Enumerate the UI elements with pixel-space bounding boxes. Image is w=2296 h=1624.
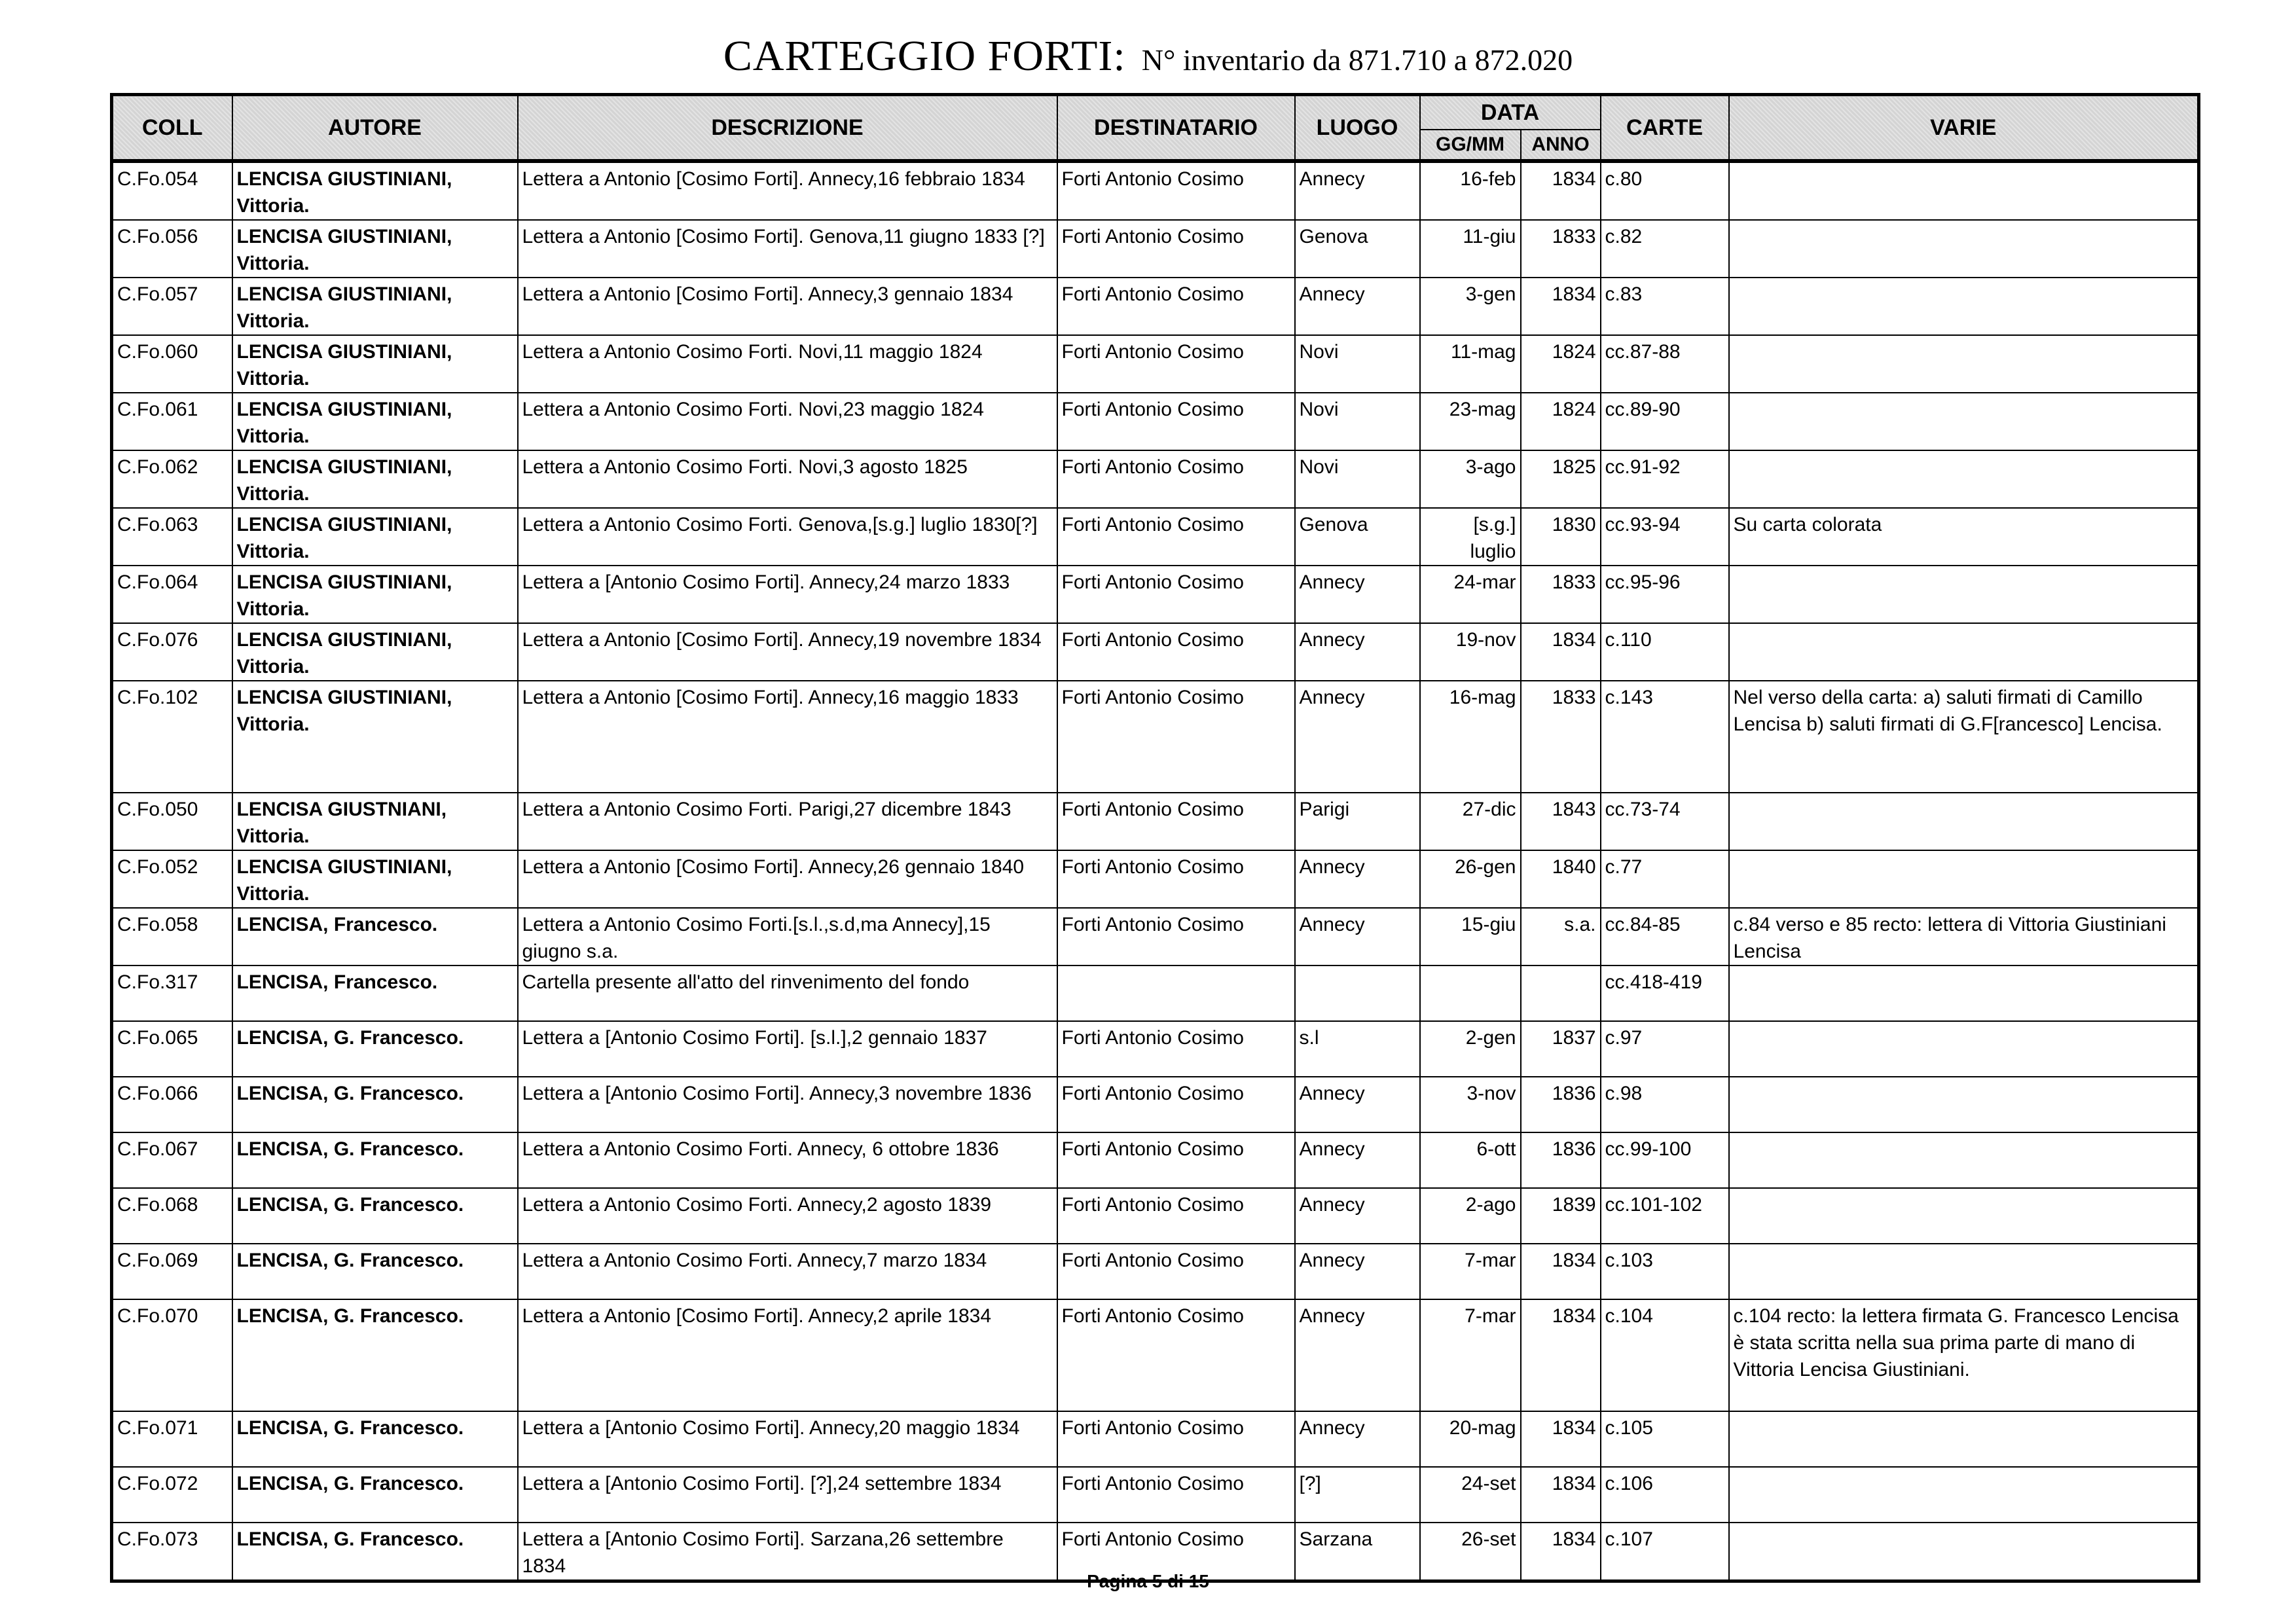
page-footer: Pagina 5 di 15 — [1087, 1571, 1209, 1591]
cell-luogo: Annecy — [1295, 278, 1420, 335]
header-autore[interactable]: AUTORE — [232, 95, 518, 162]
cell-anno: 1834 — [1521, 1411, 1601, 1467]
cell-carte: c.107 — [1601, 1523, 1729, 1581]
cell-luogo: Annecy — [1295, 1244, 1420, 1299]
cell-ggmm: 11-mag — [1420, 335, 1521, 393]
cell-autore: LENCISA, G. Francesco. — [232, 1411, 518, 1467]
cell-luogo: s.l — [1295, 1021, 1420, 1077]
cell-ggmm: 6-ott — [1420, 1132, 1521, 1188]
cell-descrizione: Lettera a [Antonio Cosimo Forti]. [s.l.],2 gennaio 1837 — [518, 1021, 1057, 1077]
header-carte[interactable]: CARTE — [1601, 95, 1729, 162]
cell-luogo: Annecy — [1295, 681, 1420, 793]
cell-varie — [1729, 965, 2199, 1021]
table-row — [112, 161, 2199, 220]
cell-varie — [1729, 1244, 2199, 1299]
cell-destinatario: Forti Antonio Cosimo — [1057, 566, 1295, 623]
cell-descrizione: Lettera a Antonio Cosimo Forti. Novi,23 maggio 1824 — [518, 393, 1057, 450]
cell-autore: LENCISA, G. Francesco. — [232, 1244, 518, 1299]
cell-destinatario: Forti Antonio Cosimo — [1057, 278, 1295, 335]
cell-coll: C.Fo.052 — [112, 850, 232, 908]
cell-anno: 1830 — [1521, 508, 1601, 566]
table-row — [112, 1244, 2199, 1299]
cell-ggmm: 19-nov — [1420, 623, 1521, 681]
cell-destinatario: Forti Antonio Cosimo — [1057, 1021, 1295, 1077]
cell-coll: C.Fo.061 — [112, 393, 232, 450]
cell-anno: 1833 — [1521, 220, 1601, 278]
cell-anno: 1833 — [1521, 681, 1601, 793]
cell-carte: cc.87-88 — [1601, 335, 1729, 393]
cell-destinatario: Forti Antonio Cosimo — [1057, 450, 1295, 508]
cell-ggmm: 7-mar — [1420, 1299, 1521, 1411]
cell-coll: C.Fo.062 — [112, 450, 232, 508]
cell-carte: c.97 — [1601, 1021, 1729, 1077]
cell-destinatario: Forti Antonio Cosimo — [1057, 1467, 1295, 1523]
cell-luogo: Annecy — [1295, 1299, 1420, 1411]
cell-coll: C.Fo.069 — [112, 1244, 232, 1299]
cell-ggmm: 15-giu — [1420, 908, 1521, 965]
header-descrizione[interactable]: DESCRIZIONE — [518, 95, 1057, 162]
cell-destinatario: Forti Antonio Cosimo — [1057, 393, 1295, 450]
table-row — [112, 508, 2199, 566]
cell-luogo: Novi — [1295, 393, 1420, 450]
cell-coll: C.Fo.067 — [112, 1132, 232, 1188]
cell-ggmm: 16-mag — [1420, 681, 1521, 793]
cell-autore: LENCISA, G. Francesco. — [232, 1188, 518, 1244]
cell-varie — [1729, 850, 2199, 908]
cell-descrizione: Lettera a Antonio Cosimo Forti. Annecy,7 marzo 1834 — [518, 1244, 1057, 1299]
table-row — [112, 450, 2199, 508]
cell-carte: c.110 — [1601, 623, 1729, 681]
cell-varie: Su carta colorata — [1729, 508, 2199, 566]
cell-autore: LENCISA, G. Francesco. — [232, 1299, 518, 1411]
cell-luogo: Sarzana — [1295, 1523, 1420, 1581]
header-varie[interactable]: VARIE — [1729, 95, 2199, 162]
table-row — [112, 965, 2199, 1021]
page-title — [0, 31, 2296, 81]
cell-anno: 1834 — [1521, 1244, 1601, 1299]
table-row — [112, 908, 2199, 965]
cell-luogo: Annecy — [1295, 850, 1420, 908]
cell-ggmm: 24-set — [1420, 1467, 1521, 1523]
cell-descrizione: Lettera a Antonio Cosimo Forti. Novi,11 maggio 1824 — [518, 335, 1057, 393]
cell-coll: C.Fo.056 — [112, 220, 232, 278]
cell-anno: 1840 — [1521, 850, 1601, 908]
cell-ggmm: 20-mag — [1420, 1411, 1521, 1467]
cell-coll: C.Fo.063 — [112, 508, 232, 566]
cell-ggmm: 16-feb — [1420, 161, 1521, 220]
cell-destinatario: Forti Antonio Cosimo — [1057, 220, 1295, 278]
cell-varie — [1729, 1021, 2199, 1077]
cell-anno: 1824 — [1521, 393, 1601, 450]
cell-varie — [1729, 450, 2199, 508]
cell-ggmm: 27-dic — [1420, 793, 1521, 850]
cell-coll: C.Fo.057 — [112, 278, 232, 335]
cell-autore: LENCISA GIUSTINIANI, Vittoria. — [232, 278, 518, 335]
cell-luogo: Annecy — [1295, 1077, 1420, 1132]
table-row — [112, 566, 2199, 623]
cell-carte: cc.84-85 — [1601, 908, 1729, 965]
cell-ggmm: 26-set — [1420, 1523, 1521, 1581]
cell-anno: 1839 — [1521, 1188, 1601, 1244]
cell-destinatario: Forti Antonio Cosimo — [1057, 1411, 1295, 1467]
cell-autore: LENCISA GIUSTINIANI, Vittoria. — [232, 508, 518, 566]
cell-carte: c.143 — [1601, 681, 1729, 793]
cell-luogo: Annecy — [1295, 908, 1420, 965]
cell-descrizione: Lettera a Antonio [Cosimo Forti]. Annecy,19 novembre 1834 — [518, 623, 1057, 681]
table-row — [112, 1467, 2199, 1523]
table-row — [112, 793, 2199, 850]
cell-carte: cc.91-92 — [1601, 450, 1729, 508]
table-row — [112, 850, 2199, 908]
header-luogo[interactable]: LUOGO — [1295, 95, 1420, 162]
cell-coll: C.Fo.071 — [112, 1411, 232, 1467]
cell-luogo: Annecy — [1295, 566, 1420, 623]
table-row — [112, 681, 2199, 793]
cell-luogo: Genova — [1295, 508, 1420, 566]
cell-coll: C.Fo.076 — [112, 623, 232, 681]
header-ggmm[interactable]: GG/MM — [1420, 130, 1521, 161]
cell-ggmm: 3-gen — [1420, 278, 1521, 335]
cell-descrizione: Lettera a Antonio [Cosimo Forti]. Annecy,2 aprile 1834 — [518, 1299, 1057, 1411]
header-anno[interactable]: ANNO — [1521, 130, 1601, 161]
cell-descrizione: Lettera a Antonio [Cosimo Forti]. Genova,11 giugno 1833 [?] — [518, 220, 1057, 278]
cell-carte: c.82 — [1601, 220, 1729, 278]
cell-coll: C.Fo.072 — [112, 1467, 232, 1523]
cell-luogo: Parigi — [1295, 793, 1420, 850]
cell-anno: 1834 — [1521, 1523, 1601, 1581]
cell-anno: 1837 — [1521, 1021, 1601, 1077]
cell-destinatario: Forti Antonio Cosimo — [1057, 793, 1295, 850]
cell-autore: LENCISA GIUSTINIANI, Vittoria. — [232, 161, 518, 220]
table-body — [112, 161, 2199, 1581]
cell-anno: 1836 — [1521, 1077, 1601, 1132]
cell-anno: 1834 — [1521, 278, 1601, 335]
cell-destinatario: Forti Antonio Cosimo — [1057, 850, 1295, 908]
cell-autore: LENCISA, G. Francesco. — [232, 1077, 518, 1132]
cell-ggmm: 3-nov — [1420, 1077, 1521, 1132]
cell-luogo: Novi — [1295, 335, 1420, 393]
cell-descrizione: Lettera a [Antonio Cosimo Forti]. Annecy,3 novembre 1836 — [518, 1077, 1057, 1132]
table-row — [112, 1021, 2199, 1077]
cell-descrizione: Lettera a Antonio [Cosimo Forti]. Annecy,16 febbraio 1834 — [518, 161, 1057, 220]
cell-ggmm: 11-giu — [1420, 220, 1521, 278]
cell-luogo: Annecy — [1295, 623, 1420, 681]
cell-anno: 1833 — [1521, 566, 1601, 623]
cell-autore: LENCISA GIUSTNIANI, Vittoria. — [232, 793, 518, 850]
cell-autore: LENCISA, G. Francesco. — [232, 1132, 518, 1188]
cell-luogo: Annecy — [1295, 1188, 1420, 1244]
register-table — [110, 93, 2200, 1583]
cell-carte: c.104 — [1601, 1299, 1729, 1411]
cell-destinatario — [1057, 965, 1295, 1021]
cell-varie: Nel verso della carta: a) saluti firmati di Camillo Lencisa b) saluti firmati di G.F[rancesco] Lencisa. — [1729, 681, 2199, 793]
cell-coll: C.Fo.317 — [112, 965, 232, 1021]
cell-anno: 1834 — [1521, 1467, 1601, 1523]
cell-carte: c.83 — [1601, 278, 1729, 335]
cell-carte: cc.95-96 — [1601, 566, 1729, 623]
cell-destinatario: Forti Antonio Cosimo — [1057, 335, 1295, 393]
cell-carte: cc.418-419 — [1601, 965, 1729, 1021]
table-row — [112, 1132, 2199, 1188]
cell-varie — [1729, 1077, 2199, 1132]
title-main: CARTEGGIO FORTI: — [723, 32, 1126, 80]
cell-anno: 1843 — [1521, 793, 1601, 850]
cell-descrizione: Lettera a Antonio Cosimo Forti. Genova,[s.g.] luglio 1830[?] — [518, 508, 1057, 566]
cell-descrizione: Lettera a [Antonio Cosimo Forti]. [?],24 settembre 1834 — [518, 1467, 1057, 1523]
cell-descrizione: Cartella presente all'atto del rinvenimento del fondo — [518, 965, 1057, 1021]
cell-descrizione: Lettera a [Antonio Cosimo Forti]. Sarzana,26 settembre 1834 — [518, 1523, 1057, 1581]
cell-luogo: Annecy — [1295, 161, 1420, 220]
table-row — [112, 278, 2199, 335]
cell-descrizione: Lettera a [Antonio Cosimo Forti]. Annecy,20 maggio 1834 — [518, 1411, 1057, 1467]
cell-ggmm: 24-mar — [1420, 566, 1521, 623]
cell-descrizione: Lettera a Antonio Cosimo Forti. Parigi,27 dicembre 1843 — [518, 793, 1057, 850]
cell-destinatario: Forti Antonio Cosimo — [1057, 1299, 1295, 1411]
table-row — [112, 220, 2199, 278]
cell-descrizione: Lettera a Antonio Cosimo Forti.[s.l.,s.d,ma Annecy],15 giugno s.a. — [518, 908, 1057, 965]
cell-coll: C.Fo.054 — [112, 161, 232, 220]
cell-varie — [1729, 220, 2199, 278]
cell-anno: 1824 — [1521, 335, 1601, 393]
cell-anno: 1834 — [1521, 161, 1601, 220]
cell-destinatario: Forti Antonio Cosimo — [1057, 1523, 1295, 1581]
header-destinatario[interactable]: DESTINATARIO — [1057, 95, 1295, 162]
cell-destinatario: Forti Antonio Cosimo — [1057, 161, 1295, 220]
cell-carte: cc.101-102 — [1601, 1188, 1729, 1244]
cell-autore: LENCISA, Francesco. — [232, 908, 518, 965]
cell-anno: 1825 — [1521, 450, 1601, 508]
cell-varie — [1729, 335, 2199, 393]
cell-anno: 1834 — [1521, 1299, 1601, 1411]
header-data[interactable]: DATA — [1420, 95, 1601, 130]
cell-coll: C.Fo.065 — [112, 1021, 232, 1077]
cell-destinatario: Forti Antonio Cosimo — [1057, 681, 1295, 793]
cell-varie — [1729, 1188, 2199, 1244]
cell-coll: C.Fo.058 — [112, 908, 232, 965]
cell-destinatario: Forti Antonio Cosimo — [1057, 623, 1295, 681]
cell-ggmm: 7-mar — [1420, 1244, 1521, 1299]
cell-luogo: Genova — [1295, 220, 1420, 278]
cell-destinatario: Forti Antonio Cosimo — [1057, 1188, 1295, 1244]
cell-carte: cc.89-90 — [1601, 393, 1729, 450]
cell-destinatario: Forti Antonio Cosimo — [1057, 1132, 1295, 1188]
cell-carte: c.80 — [1601, 161, 1729, 220]
cell-destinatario: Forti Antonio Cosimo — [1057, 508, 1295, 566]
cell-autore: LENCISA GIUSTINIANI, Vittoria. — [232, 681, 518, 793]
cell-varie — [1729, 1467, 2199, 1523]
cell-carte: c.105 — [1601, 1411, 1729, 1467]
table-row — [112, 335, 2199, 393]
cell-luogo: Annecy — [1295, 1411, 1420, 1467]
cell-carte: c.77 — [1601, 850, 1729, 908]
cell-autore: LENCISA, G. Francesco. — [232, 1021, 518, 1077]
table-row — [112, 1077, 2199, 1132]
cell-destinatario: Forti Antonio Cosimo — [1057, 1244, 1295, 1299]
cell-carte: cc.73-74 — [1601, 793, 1729, 850]
cell-coll: C.Fo.070 — [112, 1299, 232, 1411]
cell-descrizione: Lettera a Antonio [Cosimo Forti]. Annecy,26 gennaio 1840 — [518, 850, 1057, 908]
cell-coll: C.Fo.066 — [112, 1077, 232, 1132]
table-row — [112, 623, 2199, 681]
cell-carte: c.103 — [1601, 1244, 1729, 1299]
cell-varie — [1729, 1411, 2199, 1467]
cell-coll: C.Fo.064 — [112, 566, 232, 623]
cell-varie — [1729, 566, 2199, 623]
cell-luogo: [?] — [1295, 1467, 1420, 1523]
cell-coll: C.Fo.073 — [112, 1523, 232, 1581]
cell-coll: C.Fo.060 — [112, 335, 232, 393]
cell-autore: LENCISA, G. Francesco. — [232, 1523, 518, 1581]
cell-ggmm: 23-mag — [1420, 393, 1521, 450]
cell-ggmm: 2-ago — [1420, 1188, 1521, 1244]
cell-varie — [1729, 1132, 2199, 1188]
cell-ggmm: 3-ago — [1420, 450, 1521, 508]
cell-ggmm: 2-gen — [1420, 1021, 1521, 1077]
cell-autore: LENCISA GIUSTINIANI, Vittoria. — [232, 393, 518, 450]
title-subtitle: N° inventario da 871.710 a 872.020 — [1141, 43, 1573, 77]
cell-carte: cc.93-94 — [1601, 508, 1729, 566]
cell-descrizione: Lettera a Antonio [Cosimo Forti]. Annecy,3 gennaio 1834 — [518, 278, 1057, 335]
cell-carte: c.98 — [1601, 1077, 1729, 1132]
table-row — [112, 1411, 2199, 1467]
cell-varie: c.104 recto: la lettera firmata G. Francesco Lencisa è stata scritta nella sua prima parte di mano di Vittoria Lencisa Giustiniani. — [1729, 1299, 2199, 1411]
cell-anno: s.a. — [1521, 908, 1601, 965]
cell-destinatario: Forti Antonio Cosimo — [1057, 1077, 1295, 1132]
cell-descrizione: Lettera a Antonio Cosimo Forti. Annecy, 6 ottobre 1836 — [518, 1132, 1057, 1188]
cell-descrizione: Lettera a Antonio [Cosimo Forti]. Annecy,16 maggio 1833 — [518, 681, 1057, 793]
cell-anno — [1521, 965, 1601, 1021]
cell-coll: C.Fo.102 — [112, 681, 232, 793]
cell-varie — [1729, 393, 2199, 450]
table-row — [112, 1299, 2199, 1411]
cell-autore: LENCISA GIUSTINIANI, Vittoria. — [232, 335, 518, 393]
cell-autore: LENCISA GIUSTINIANI, Vittoria. — [232, 220, 518, 278]
cell-varie — [1729, 278, 2199, 335]
cell-autore: LENCISA GIUSTINIANI, Vittoria. — [232, 623, 518, 681]
cell-autore: LENCISA GIUSTINIANI, Vittoria. — [232, 450, 518, 508]
cell-ggmm: [s.g.] luglio — [1420, 508, 1521, 566]
cell-carte: c.106 — [1601, 1467, 1729, 1523]
cell-anno: 1834 — [1521, 623, 1601, 681]
cell-ggmm — [1420, 965, 1521, 1021]
cell-luogo: Annecy — [1295, 1132, 1420, 1188]
cell-autore: LENCISA GIUSTINIANI, Vittoria. — [232, 850, 518, 908]
cell-luogo: Novi — [1295, 450, 1420, 508]
cell-descrizione: Lettera a Antonio Cosimo Forti. Novi,3 agosto 1825 — [518, 450, 1057, 508]
cell-varie: c.84 verso e 85 recto: lettera di Vittoria Giustiniani Lencisa — [1729, 908, 2199, 965]
cell-carte: cc.99-100 — [1601, 1132, 1729, 1188]
cell-autore: LENCISA GIUSTINIANI, Vittoria. — [232, 566, 518, 623]
cell-coll: C.Fo.068 — [112, 1188, 232, 1244]
cell-ggmm: 26-gen — [1420, 850, 1521, 908]
cell-descrizione: Lettera a [Antonio Cosimo Forti]. Annecy,24 marzo 1833 — [518, 566, 1057, 623]
cell-autore: LENCISA, Francesco. — [232, 965, 518, 1021]
cell-destinatario: Forti Antonio Cosimo — [1057, 908, 1295, 965]
table-row — [112, 1188, 2199, 1244]
cell-anno: 1836 — [1521, 1132, 1601, 1188]
cell-varie — [1729, 623, 2199, 681]
cell-varie — [1729, 161, 2199, 220]
cell-varie — [1729, 793, 2199, 850]
cell-autore: LENCISA, G. Francesco. — [232, 1467, 518, 1523]
table-row — [112, 393, 2199, 450]
cell-coll: C.Fo.050 — [112, 793, 232, 850]
cell-descrizione: Lettera a Antonio Cosimo Forti. Annecy,2 agosto 1839 — [518, 1188, 1057, 1244]
header-coll[interactable]: COLL — [112, 95, 232, 162]
cell-luogo — [1295, 965, 1420, 1021]
